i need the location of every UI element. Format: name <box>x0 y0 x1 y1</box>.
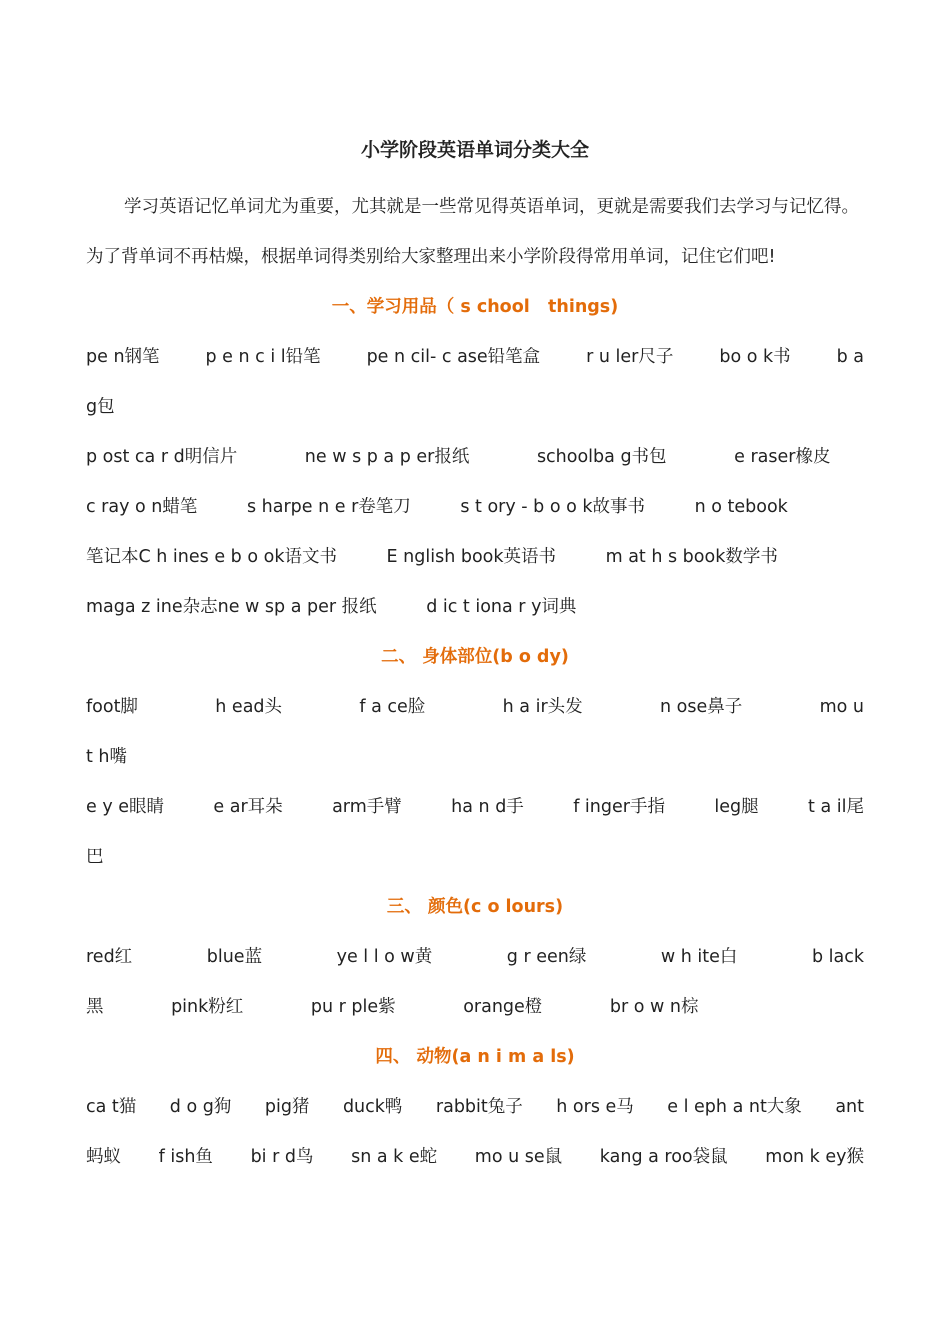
word-entry: b lack <box>811 947 864 967</box>
word-entry: n ose鼻子 <box>659 697 743 717</box>
word-entry: leg腿 <box>714 797 759 817</box>
word-line <box>86 1082 864 1132</box>
word-entry: blue蓝 <box>206 947 263 967</box>
word-entry: e l eph a nt大象 <box>667 1097 802 1117</box>
word-entry: maga z ine杂志ne w sp a per 报纸 <box>86 597 377 617</box>
word-entry: e ar耳朵 <box>213 797 283 817</box>
word-entry: ca t猫 <box>86 1097 137 1117</box>
section-heading-school-things: 一、学习用品（ s chool things) <box>331 297 619 317</box>
word-entry: pig猪 <box>264 1097 310 1117</box>
word-entry: orange橙 <box>463 997 543 1017</box>
word-entry: f inger手指 <box>573 797 665 817</box>
word-entry: w h ite白 <box>660 947 738 967</box>
word-entry: s harpe n e r卷笔刀 <box>246 497 411 517</box>
word-entry: 笔记本C h ines e b o ok语文书 <box>86 547 337 567</box>
word-line <box>86 1132 864 1182</box>
word-entry: E nglish book英语书 <box>386 547 557 567</box>
word-entry: h ead头 <box>215 697 283 717</box>
word-entry: s t ory - b o o k故事书 <box>460 497 646 517</box>
word-line <box>86 732 864 782</box>
word-entry: ye l l o w黄 <box>336 947 433 967</box>
word-entry: duck鸭 <box>342 1097 403 1117</box>
word-entry: mon k ey猴 <box>765 1147 864 1167</box>
word-entry: br o w n棕 <box>609 997 699 1017</box>
word-line <box>86 682 864 732</box>
word-entry: g r een绿 <box>506 947 587 967</box>
word-line <box>86 932 864 982</box>
word-line <box>86 432 864 482</box>
word-entry: bo o k书 <box>719 347 791 367</box>
document-title: 小学阶段英语单词分类大全 <box>360 139 589 161</box>
word-entry: red红 <box>86 947 133 967</box>
word-entry: f ish鱼 <box>158 1147 213 1167</box>
document-page <box>86 132 864 1182</box>
word-entry: ne w s p a p er报纸 <box>304 447 470 467</box>
word-line <box>86 482 864 532</box>
word-line <box>86 782 864 832</box>
word-line <box>86 832 864 882</box>
word-entry: m at h s book数学书 <box>605 547 778 567</box>
section-heading-body: 二、 身体部位(b o dy) <box>381 647 569 667</box>
word-entry: mo u <box>819 697 864 717</box>
intro-paragraph: 学习英语记忆单词尤为重要，尤其就是一些常见得英语单词，更就是需要我们去学习与记忆得。为了背单词不再枯燥，根据单词得类别给大家整理出来小学阶段得常用单词，记住它们吧! <box>86 197 859 267</box>
word-entry: p e n c i l铅笔 <box>205 347 321 367</box>
word-entry: ha n d手 <box>451 797 524 817</box>
word-entry: foot脚 <box>86 697 138 717</box>
word-entry: schoolba g书包 <box>536 447 667 467</box>
word-entry: 巴 <box>86 847 104 867</box>
word-entry: g包 <box>86 397 115 417</box>
word-entry: 蚂蚁 <box>86 1147 121 1167</box>
word-line <box>86 582 864 632</box>
word-entry: p ost ca r d明信片 <box>86 447 238 467</box>
word-entry: mo u se鼠 <box>474 1147 563 1167</box>
word-entry: d o g狗 <box>169 1097 232 1117</box>
word-line <box>86 982 864 1032</box>
word-entry: 黑 <box>86 997 104 1017</box>
word-entry: e y e眼睛 <box>86 797 165 817</box>
word-entry: t h嘴 <box>86 747 128 767</box>
word-entry: b a <box>836 347 864 367</box>
word-entry: ant <box>835 1097 864 1117</box>
word-entry: r u ler尺子 <box>586 347 674 367</box>
word-entry: kang a roo袋鼠 <box>599 1147 728 1167</box>
word-entry: pe n cil- c ase铅笔盒 <box>366 347 541 367</box>
word-entry: bi r d鸟 <box>250 1147 314 1167</box>
word-entry: d ic t iona r y词典 <box>426 597 577 617</box>
word-entry: h ors e马 <box>556 1097 634 1117</box>
word-entry: n o tebook <box>694 497 788 517</box>
word-line <box>86 532 864 582</box>
section-heading-colours: 三、 颜色(c o lours) <box>386 897 564 917</box>
word-entry: f a ce脸 <box>359 697 426 717</box>
section-heading-animals: 四、 动物(a n i m a ls) <box>375 1047 575 1067</box>
word-line <box>86 382 864 432</box>
word-entry: sn a k e蛇 <box>351 1147 438 1167</box>
word-entry: pu r ple紫 <box>310 997 396 1017</box>
word-entry: t a il尾 <box>808 797 864 817</box>
word-entry: pink粉红 <box>171 997 244 1017</box>
word-entry: arm手臂 <box>332 797 402 817</box>
word-entry: c ray o n蜡笔 <box>86 497 198 517</box>
word-line <box>86 332 864 382</box>
word-entry: h a ir头发 <box>502 697 583 717</box>
word-entry: rabbit兔子 <box>435 1097 523 1117</box>
word-entry: e raser橡皮 <box>734 447 831 467</box>
word-entry: pe n钢笔 <box>86 347 160 367</box>
